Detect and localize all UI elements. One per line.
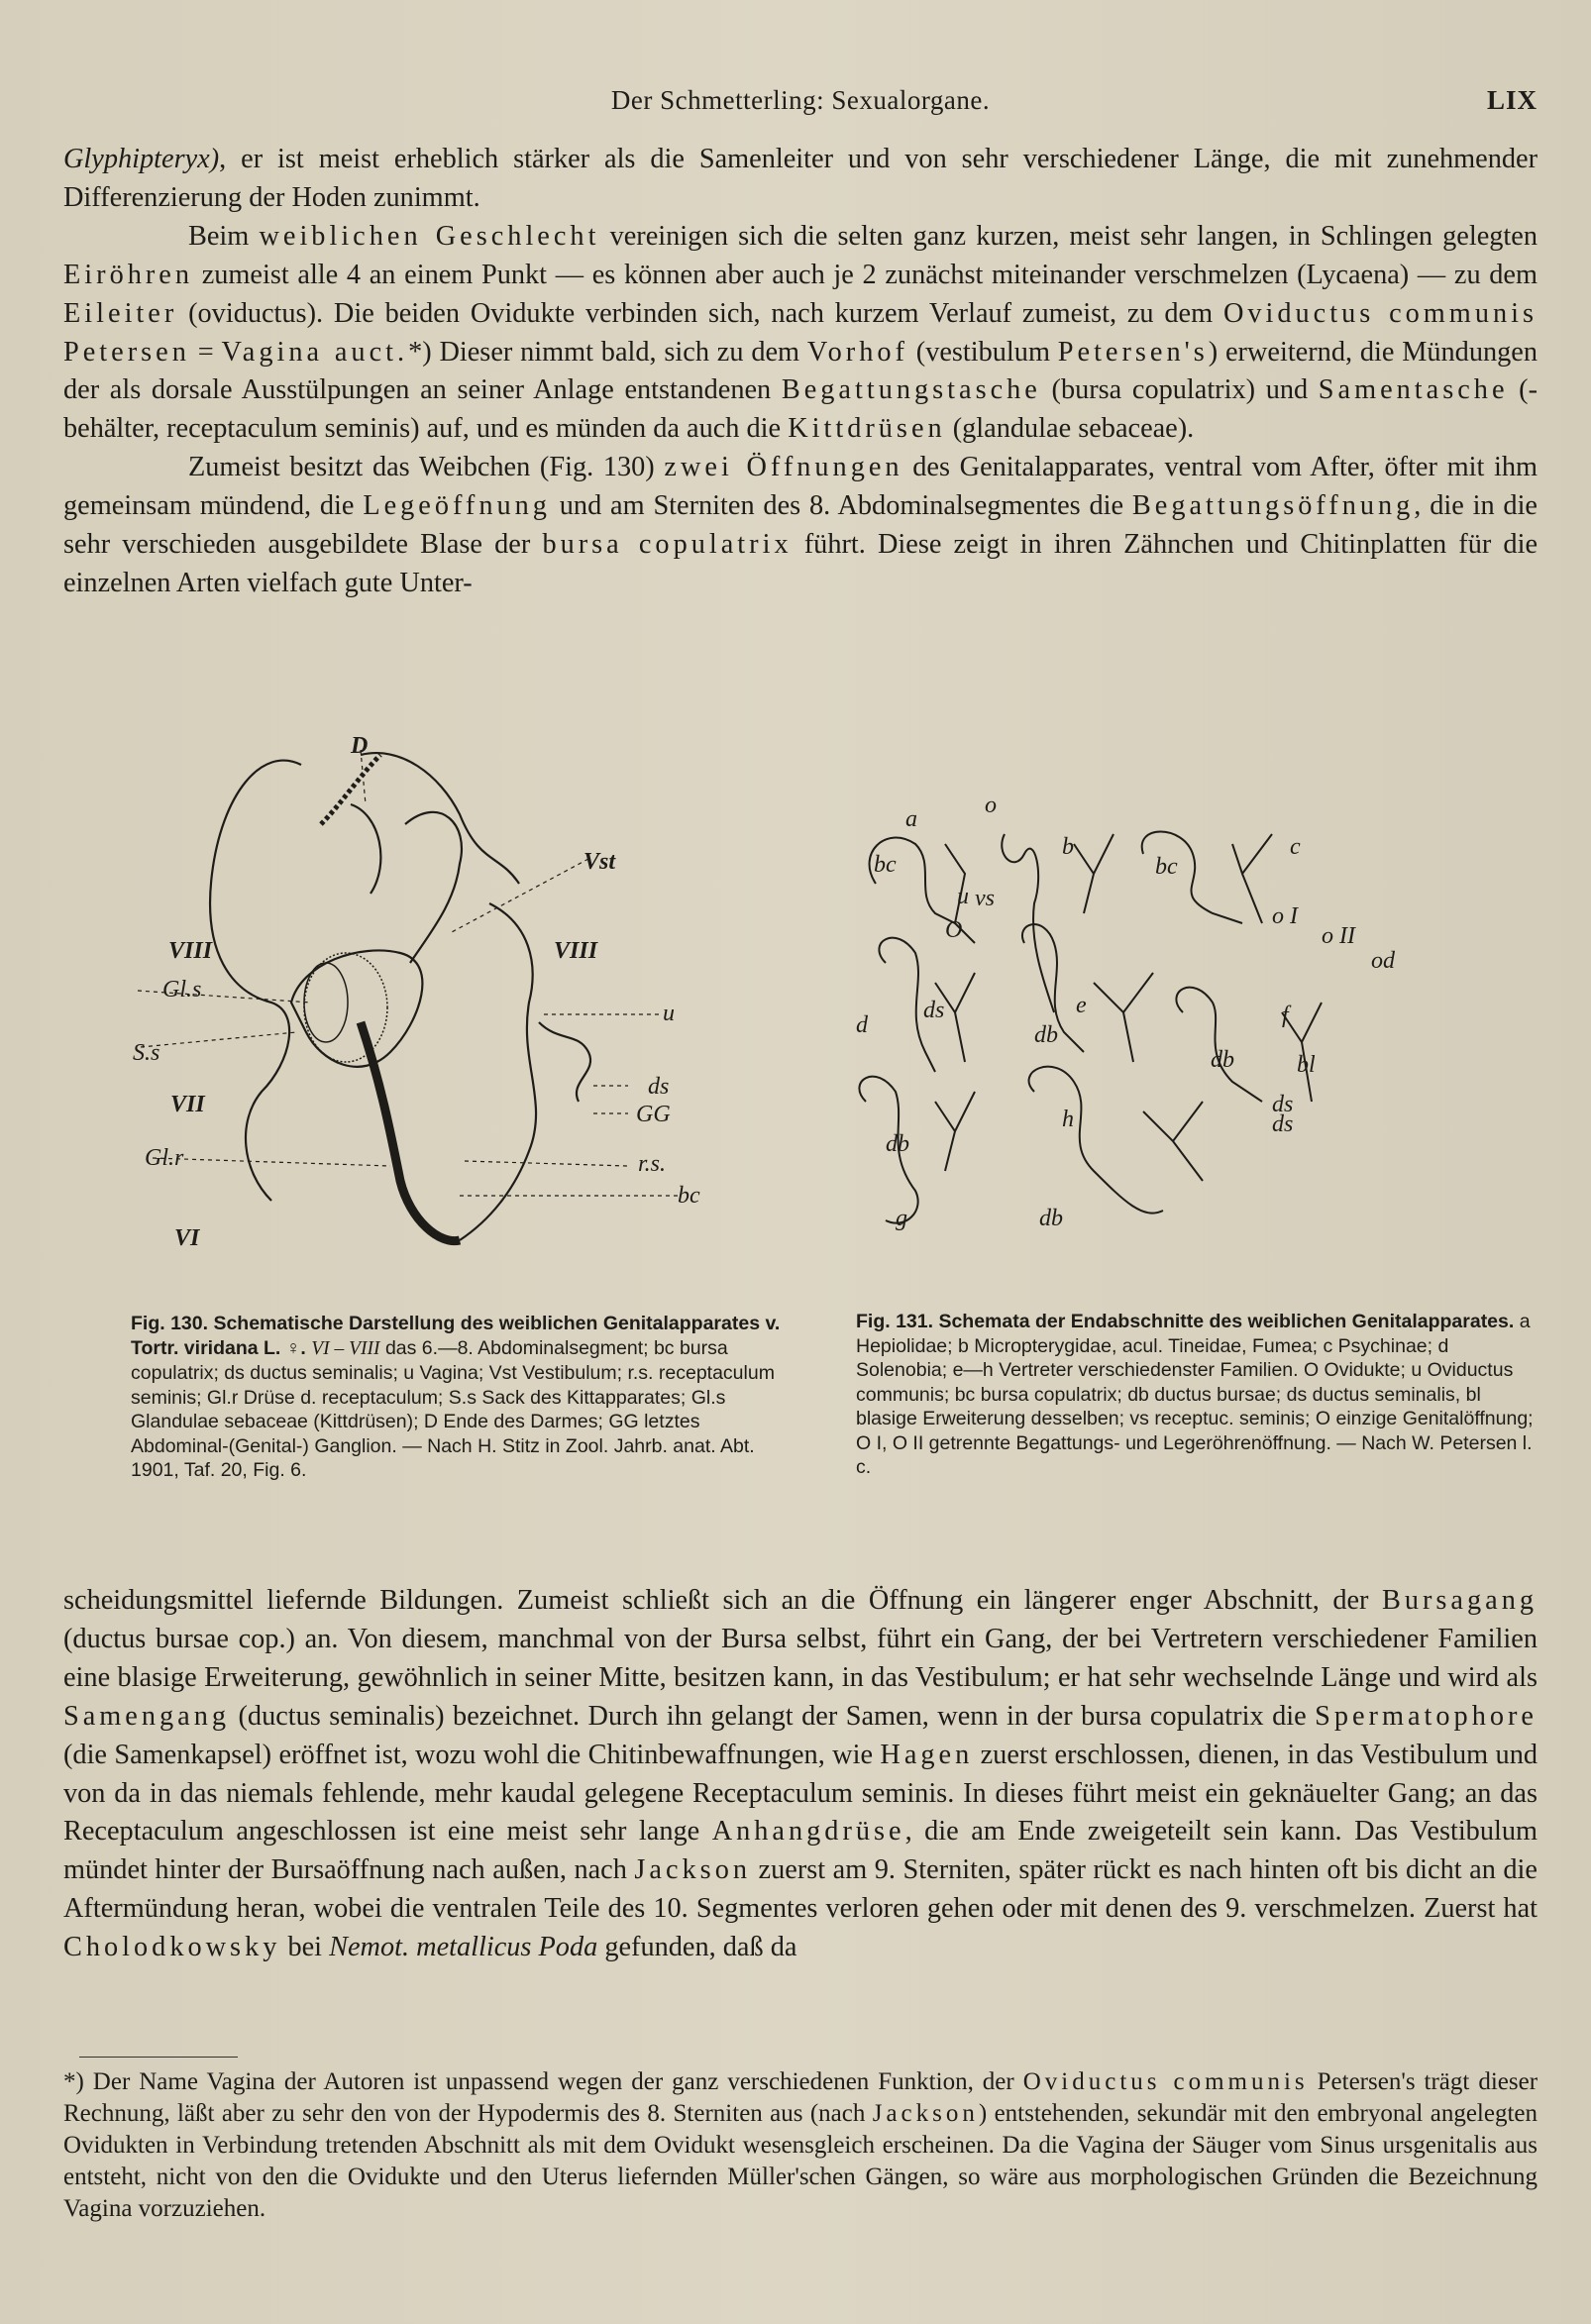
leader-Vst: [450, 859, 588, 933]
darm-end: [321, 755, 380, 824]
label-u: u: [957, 884, 969, 909]
label-e: e: [1076, 993, 1087, 1018]
label-VIII-right: VIII: [554, 938, 598, 964]
paragraph: [63, 449, 1538, 603]
text-run: Beim: [188, 220, 250, 252]
spaced-term: Begattungstasche: [781, 374, 1041, 406]
label-VIII-left: VIII: [168, 938, 213, 964]
label-rs: r.s.: [638, 1151, 667, 1177]
spaced-term: Oviductus communis: [1022, 2068, 1309, 2095]
text-run: =: [197, 336, 214, 368]
figure-131-drawing: [846, 792, 1539, 1320]
label-db-f: db: [1211, 1047, 1234, 1073]
label-d: d: [856, 1012, 868, 1038]
spaced-term: Vorhof: [806, 336, 908, 368]
label-ds-f: ds: [1272, 1111, 1294, 1137]
spaced-term: Oviductus communis Petersen: [63, 297, 1538, 368]
text-run: , die in die sehr verschieden ausgebildete Blase der: [63, 490, 1538, 561]
body-outline-top: [361, 753, 519, 884]
label-g: g: [896, 1206, 907, 1231]
darm-outline: [351, 804, 380, 894]
text-run: ) erweiternd, die Mündungen der als dorsale Ausstülpungen an seiner Anlage entstandenen: [63, 336, 1538, 406]
label-h: h: [1062, 1107, 1074, 1132]
schema-h-outline: [1029, 1067, 1163, 1214]
italic-term: Nemot. metallicus Poda: [329, 1932, 598, 1963]
label-ds-h: ds: [1272, 1092, 1294, 1117]
label-b: b: [1062, 834, 1074, 860]
running-header: [63, 85, 1538, 125]
label-db-e: db: [1034, 1022, 1058, 1048]
text-run: scheidungsmittel liefernde Bildungen. Zumeist schließt sich an die Öffnung ein längerer enger Abschnitt, der: [63, 1585, 1369, 1616]
spaced-term: Samentasche: [1318, 374, 1509, 406]
spaced-term: Legeöffnung: [363, 490, 551, 522]
spaced-term: Samengang: [63, 1700, 231, 1732]
running-title: Der Schmetterling: Sexualorgane.: [610, 85, 991, 115]
spaced-term: Spermatophore: [1315, 1700, 1538, 1732]
page-number: LIX: [1486, 85, 1538, 115]
label-Ss: S.s: [133, 1040, 160, 1066]
body-text-bottom: [63, 1582, 1538, 1967]
spaced-term: Kittdrüsen: [788, 413, 946, 445]
text-run: zuerst erschlossen, dienen, in das Vestibulum und von da in das niemals fehlende, mehr kaudal gelegene Receptaculum seminis. In dieses führt meist ein geknäuelter Gang; an das Receptaculum angeschlossen ist eine meist sehr lange: [63, 1739, 1538, 1848]
text-run: (bursa copulatrix) und: [1051, 374, 1309, 406]
figure-131-caption: [856, 1310, 1539, 1480]
paragraph: [63, 141, 1538, 218]
text-run: ) entstehenden, sekundär mit den embryonal angelegten Ovidukten in Verbindung tretenden Abschnitt als mit dem Ovidukt wesensgleich erscheinen. Da die Vagina der Säuger vom Sinus ursgenitalis aus entsteht, nicht von den die Ovidukte und den Uterus liefernden Müller'schen Gängen, so wäre aus morphologischen Gründen die Bezeichnung Vagina vorzuziehen.: [63, 2100, 1538, 2222]
spaced-term: Petersen's: [1057, 336, 1209, 368]
spaced-term: Jackson: [634, 1854, 751, 1886]
paragraph: [63, 218, 1538, 449]
label-db-g: db: [886, 1131, 909, 1157]
spaced-term: Anhangdrüse: [711, 1816, 905, 1848]
label-f: f: [1282, 1003, 1289, 1028]
text-run: (oviductus). Die beiden Ovidukte verbinden sich, nach kurzem Verlauf zumeist, zu dem: [188, 297, 1214, 329]
vestibulum-outline: [405, 812, 462, 963]
label-Gls: Gl.s: [162, 977, 202, 1003]
body-outline-left: [210, 761, 301, 1201]
caption-body: a Hepiolidae; b Micropterygidae, acul. Tineidae, Fumea; c Psychinae; d Solenobia; e—h Vertreter verschiedenster Familien. O Ovidukte; u Oviductus communis; bc bursa copulatrix; db ductus bursae; ds ductus seminalis, bl blasige Erweiterung desselben; vs receptuc. seminis; O einzige Genitalöffnung; O I, O II getrennte Begattungs- und Legeröhrenöffnung. — Nach W. Petersen l. c.: [856, 1311, 1534, 1478]
label-O: O: [945, 917, 963, 943]
italic-term: Glyphipteryx): [63, 144, 220, 174]
text-run: zumeist alle 4 an einem Punkt — es können aber auch je 2 zunächst miteinander verschmelzen (Lycaena) — zu dem: [201, 259, 1538, 290]
schema-e-branch: [1094, 973, 1153, 1062]
schema-a-bursa: [870, 838, 955, 923]
label-db-h: db: [1039, 1206, 1063, 1231]
spaced-term: Eiröhren: [63, 259, 193, 290]
schema-b-branch: [1074, 834, 1114, 913]
schema-h-branch: [1143, 1102, 1203, 1181]
label-od: od: [1371, 948, 1395, 974]
label-ds-d: ds: [923, 998, 945, 1023]
schema-f-outline: [1176, 988, 1262, 1102]
figure-130-caption: [131, 1312, 795, 1483]
figure-130-drawing: [63, 705, 757, 1278]
text-run: (-behälter, receptaculum seminis) auf, und es münden da auch die: [63, 374, 1538, 445]
label-c: c: [1290, 834, 1301, 860]
spaced-term: Bursagang: [1381, 1585, 1538, 1616]
schema-b-outline: [1002, 834, 1054, 1012]
text-run: und am Sterniten des 8. Abdominalsegmentes die: [559, 490, 1124, 522]
ganglion-chain: [539, 1022, 590, 1102]
label-GG: GG: [636, 1102, 671, 1127]
caption-italic: VI – VIII: [311, 1337, 380, 1359]
label-vs-a: vs: [975, 886, 995, 911]
spaced-term: Begattungsöffnung: [1131, 490, 1415, 522]
text-run: (ductus bursae cop.) an. Von diesem, manchmal von der Bursa selbst, führt ein Gang, der bei Vertretern verschiedener Familien eine blasige Erweiterung, gewöhnlich in seiner Mitte, besitzen kann, in das Vestibulum; er hat sehr wechselnde Länge und wird als: [63, 1623, 1538, 1693]
spaced-term: Jackson: [872, 2100, 979, 2127]
label-o-top: o: [985, 792, 997, 818]
label-Glr: Gl.r: [145, 1145, 184, 1171]
label-bc: bc: [678, 1183, 700, 1209]
spaced-term: Vagina auct.: [221, 336, 409, 368]
caption-heading: Fig. 131. Schemata der Endabschnitte des weiblichen Genitalapparates.: [856, 1311, 1515, 1332]
text-run: gefunden, daß da: [604, 1932, 797, 1963]
footnote-rule: [79, 2057, 238, 2058]
text-run: führt. Diese zeigt in ihren Zähnchen und Chitinplatten für die einzelnen Arten vielfach gute Unter-: [63, 529, 1538, 598]
text-run: (vestibulum: [915, 336, 1050, 368]
caption-heading: Fig. 130. Schematische Darstellung des weiblichen Genitalapparates v. Tortr. viridana L. ♀.: [131, 1313, 781, 1359]
bursa-duct: [361, 1022, 460, 1241]
footnote: [63, 2066, 1538, 2225]
label-Vst: Vst: [583, 849, 616, 875]
text-run: bei: [287, 1932, 323, 1963]
text-run: zuerst am 9. Sterniten, später rückt es nach hinten oft bis dicht an die Aftermündung heran, wobei die ventralen Teile des 10. Segmentes verloren gehen oder mit denen des 9. verschmelzen. Zuerst hat: [63, 1854, 1538, 1925]
text-run: (glandulae sebaceae).: [952, 413, 1195, 445]
label-bc-c: bc: [1155, 854, 1178, 880]
figure-area: [63, 705, 1538, 1547]
gland-inner: [304, 963, 348, 1042]
body-text-top: [63, 141, 1538, 603]
label-oI: o I: [1272, 903, 1298, 929]
paragraph: [63, 1582, 1538, 1967]
label-bl: bl: [1297, 1052, 1316, 1078]
schema-g-branch: [935, 1092, 975, 1171]
spaced-term: Eileiter: [63, 297, 178, 329]
text-run: Zumeist besitzt das Weibchen (Fig. 130): [188, 452, 655, 483]
leader-Glr: [153, 1158, 390, 1166]
text-run: Petersen's trägt dieser Rechnung, läßt aber zu sehr den von der Hypodermis des 8. Sterniten aus (nach: [63, 2068, 1538, 2127]
text-run: *) Dieser nimmt bald, sich zu dem: [408, 336, 800, 368]
caption-body: das 6.—8. Abdominalsegment; bc bursa copulatrix; ds ductus seminalis; u Vagina; Vst Vestibulum; r.s. receptaculum seminis; Gl.r Drüse d. receptaculum; S.s Sack des Kittapparates; Gl.s Glandulae sebaceae (Kittdrüsen); D Ende des Darmes; GG letztes Abdominal-(Genital-) Ganglion. — Nach H. Stitz in Zool. Jahrb. anat. Abt. 1901, Taf. 20, Fig. 6.: [131, 1336, 775, 1481]
text-run: (ductus seminalis) bezeichnet. Durch ihn gelangt der Samen, wenn in der bursa copulatrix die: [238, 1700, 1307, 1732]
text-run: , die am Ende zweigeteilt sein kann. Das Vestibulum mündet hinter der Bursaöffnung nach außen, nach: [63, 1816, 1538, 1886]
label-ds: ds: [648, 1074, 670, 1100]
spaced-term: bursa copulatrix: [542, 529, 793, 561]
text-run: , er ist meist erheblich stärker als die Samenleiter und von sehr verschiedener Länge, die mit zunehmender Differenzierung der Hoden zunimmt.: [63, 144, 1538, 213]
spaced-term: zwei Öffnungen: [664, 452, 903, 483]
glandulae-outline: [291, 950, 422, 1066]
schema-c-branch: [1232, 834, 1272, 923]
text-run: des Genitalapparates, ventral vom After, öfter mit ihm gemeinsam mündend, die: [63, 452, 1538, 522]
label-bc-a: bc: [874, 852, 897, 878]
text-run: (die Samenkapsel) eröffnet ist, wozu wohl die Chitinbewaffnungen, wie: [63, 1739, 874, 1770]
text-run: vereinigen sich die selten ganz kurzen, meist sehr langen, in Schlingen gelegten: [609, 220, 1538, 252]
label-VII: VII: [170, 1092, 205, 1117]
spaced-term: weiblichen Geschlecht: [259, 220, 600, 252]
spaced-term: Hagen: [880, 1739, 974, 1770]
leader-rs: [465, 1161, 628, 1166]
label-a: a: [905, 806, 917, 832]
footnote-paragraph: [63, 2066, 1538, 2225]
text-run: *) Der Name Vagina der Autoren ist unpassend wegen der ganz verschiedenen Funktion, der: [63, 2068, 1014, 2095]
label-VI: VI: [174, 1225, 200, 1251]
label-u: u: [663, 1001, 675, 1026]
right-body-outline: [460, 903, 536, 1240]
spaced-term: Cholodkowsky: [63, 1932, 281, 1963]
label-oII: o II: [1322, 923, 1355, 949]
label-D: D: [351, 733, 369, 759]
leader-Ss: [141, 1032, 296, 1047]
